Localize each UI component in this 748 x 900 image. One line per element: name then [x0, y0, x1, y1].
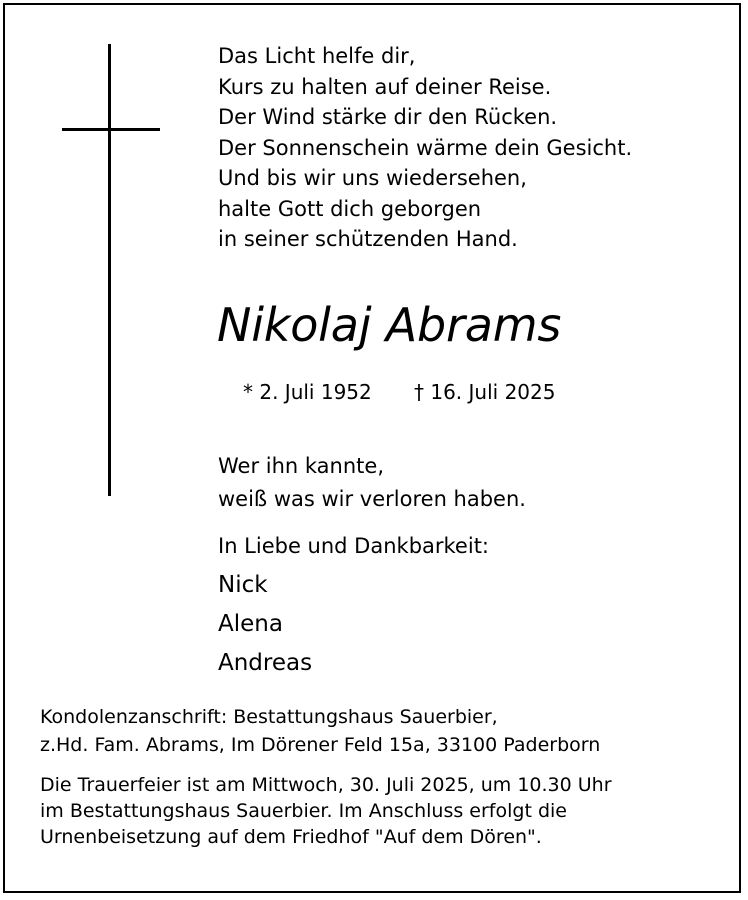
death-date: † 16. Juli 2025	[414, 380, 556, 404]
poem	[218, 41, 632, 255]
poem-line: Der Sonnenschein wärme dein Gesicht.	[218, 135, 633, 160]
mourners-list	[218, 566, 312, 683]
mourner-name: Alena	[218, 611, 283, 637]
poem-line: Kurs zu halten auf deiner Reise.	[218, 74, 552, 99]
deceased-name: Nikolaj Abrams	[217, 298, 562, 352]
quote-line: weiß was wir verloren haben.	[218, 487, 526, 511]
cross-icon	[108, 44, 111, 496]
poem-line: in seiner schützenden Hand.	[218, 227, 518, 251]
quote	[218, 450, 526, 516]
ceremony-line: Die Trauerfeier ist am Mittwoch, 30. Juli 2025, um 10.30 Uhr	[40, 774, 612, 796]
condolence-address	[40, 703, 600, 759]
birth-date: * 2. Juli 1952	[243, 380, 372, 404]
ceremony-info	[40, 772, 612, 850]
address-line: z.Hd. Fam. Abrams, Im Dörener Feld 15a, 33100 Paderborn	[40, 734, 601, 756]
ceremony-line: Urnenbeisetzung auf dem Friedhof "Auf dem Dören".	[40, 826, 542, 848]
poem-line: Das Licht helfe dir,	[218, 44, 416, 68]
quote-line: Wer ihn kannte,	[218, 454, 385, 478]
ceremony-line: im Bestattungshaus Sauerbier. Im Anschluss erfolgt die	[40, 800, 567, 822]
mourner-name: Andreas	[218, 650, 313, 676]
poem-line: Und bis wir uns wiedersehen,	[218, 166, 527, 190]
thanks-label: In Liebe und Dankbarkeit:	[218, 534, 490, 558]
mourner-name: Nick	[218, 572, 268, 598]
poem-line: Der Wind stärke dir den Rücken.	[218, 105, 558, 129]
cross-icon-bar	[62, 128, 160, 131]
address-line: Kondolenzanschrift: Bestattungshaus Sauerbier,	[40, 706, 498, 728]
poem-line: halte Gott dich geborgen	[218, 196, 482, 221]
